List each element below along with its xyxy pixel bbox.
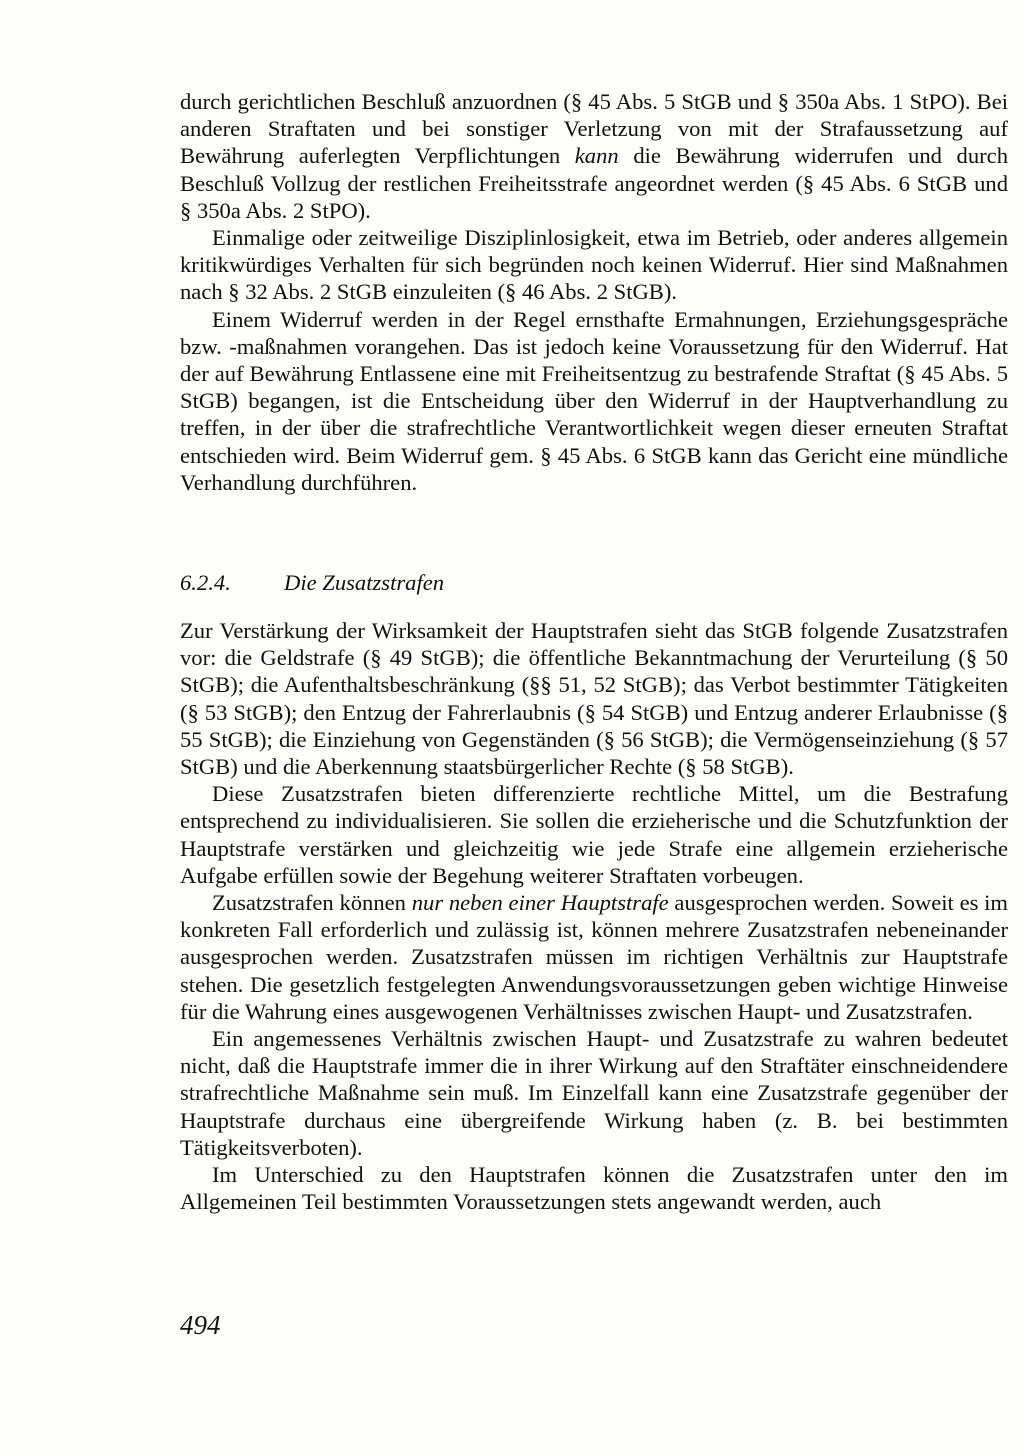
paragraph: Ein angemessenes Verhältnis zwischen Haupt- und Zusatzstrafe zu wahren bedeutet nicht, daß die Hauptstrafe immer die in ihrer Wirkung auf den Straftäter einschneidendere strafrechtliche Maßnahme sein muß. Im Einzelfall kann eine Zusatzstrafe gegenüber der Hauptstrafe durchaus eine übergreifende Wirkung haben (z. B. bei bestimmten Tätigkeitsverboten). bbox=[180, 1026, 1008, 1160]
paragraph: durch gerichtlichen Beschluß anzuordnen (§ 45 Abs. 5 StGB und § 350a Abs. 1 StPO). Bei anderen Straftaten und bei sonstiger Verletzung von mit der Strafaussetzung auf Bewährung auferlegten Verpflichtungen kann die Bewährung widerrufen und durch Beschluß Vollzug der restlichen Freiheitsstrafe angeordnet werden (§ 45 Abs. 6 StGB und § 350a Abs. 2 StPO). bbox=[180, 89, 1008, 223]
section-title: Die Zusatzstrafen bbox=[284, 570, 445, 595]
emphasis: nur neben einer Hauptstrafe bbox=[411, 890, 669, 916]
paragraph: Einmalige oder zeitweilige Disziplinlosigkeit, etwa im Betrieb, oder anderes allgemein kritikwürdiges Verhalten für sich begründen noch keinen Widerruf. Hier sind Maßnahmen nach § 32 Abs. 2 StGB einzuleiten (§ 46 Abs. 2 StGB). bbox=[180, 225, 1008, 305]
page-number: 494 bbox=[180, 1310, 221, 1340]
text-block-top bbox=[180, 88, 1008, 496]
paragraph: Im Unterschied zu den Hauptstrafen können die Zusatzstrafen unter den im Allgemeinen Teil bestimmten Voraussetzungen stets angewandt werden, auch bbox=[180, 1162, 1008, 1215]
paragraph: Zusatzstrafen können nur neben einer Hauptstrafe ausgesprochen werden. Soweit es im konkreten Fall erforderlich und zulässig ist, können mehrere Zusatzstrafen nebeneinander ausgesprochen werden. Zusatzstrafen müssen im richtigen Verhältnis zur Hauptstrafe stehen. Die gesetzlich festgelegten Anwendungsvoraussetzungen geben wichtige Hinweise für die Wahrung eines ausgewogenen Verhältnisses zwischen Haupt- und Zusatzstrafen. bbox=[180, 890, 1008, 1024]
paragraph: Einem Widerruf werden in der Regel ernsthafte Ermahnungen, Erziehungsgespräche bzw. -maßnahmen vorangehen. Das ist jedoch keine Voraussetzung für den Widerruf. Hat der auf Bewährung Entlassene eine mit Freiheitsentzug zu bestrafende Straftat (§ 45 Abs. 5 StGB) begangen, ist die Entscheidung über den Widerruf in der Hauptverhandlung zu treffen, in der über die strafrechtliche Verantwortlichkeit wegen dieser erneuten Straftat entschieden wird. Beim Widerruf gem. § 45 Abs. 6 StGB kann das Gericht eine mündliche Verhandlung durchführen. bbox=[180, 306, 1008, 495]
paragraph: Diese Zusatzstrafen bieten differenzierte rechtliche Mittel, um die Bestrafung entsprechend zu individualisieren. Sie sollen die erzieherische und die Schutzfunktion der Hauptstrafe verstärken und gleichzeitig wie jede Strafe eine allgemein erzieherische Aufgabe erfüllen sowie der Begehung weiterer Straftaten vorbeugen. bbox=[180, 781, 1008, 888]
section-heading bbox=[180, 570, 444, 596]
paragraph: Zur Verstärkung der Wirksamkeit der Hauptstrafen sieht das StGB folgende Zusatzstrafen vor: die Geldstrafe (§ 49 StGB); die öffentliche Bekanntmachung der Verurteilung (§ 50 StGB); die Aufenthaltsbeschränkung (§§ 51, 52 StGB); das Verbot bestimmter Tätigkeiten (§ 53 StGB); den Entzug der Fahrerlaubnis (§ 54 StGB) und Entzug anderer Erlaubnisse (§ 55 StGB); die Einziehung von Gegenständen (§ 56 StGB); die Vermögenseinziehung (§ 57 StGB) und die Aberkennung staatsbürgerlicher Rechte (§ 58 StGB). bbox=[180, 618, 1008, 780]
section-number: 6.2.4. bbox=[180, 570, 231, 595]
emphasis: kann bbox=[574, 143, 619, 169]
text-block-bottom bbox=[180, 617, 1008, 1215]
